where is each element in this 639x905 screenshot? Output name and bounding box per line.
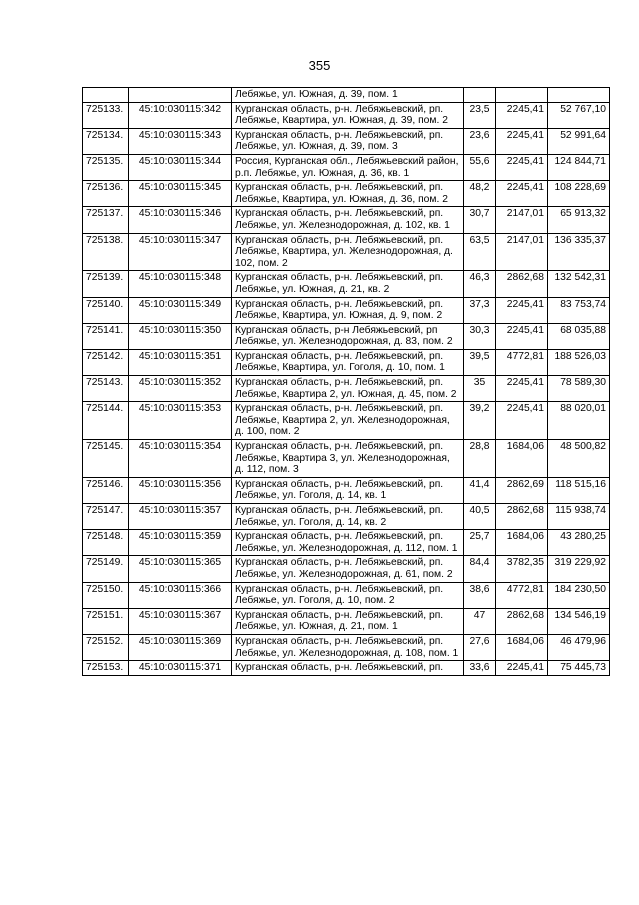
row-number-cell: 725141. <box>83 323 129 349</box>
row-number-cell <box>83 88 129 103</box>
area-cell: 48,2 <box>464 181 496 207</box>
table-row <box>83 556 610 582</box>
row-number-cell: 725139. <box>83 271 129 297</box>
row-number-cell: 725142. <box>83 349 129 375</box>
area-cell: 46,3 <box>464 271 496 297</box>
property-registry-table <box>82 87 610 676</box>
cadastral-number-cell: 45:10:030115:366 <box>129 582 232 608</box>
rate-cell: 2862,68 <box>496 608 548 634</box>
page-number: 355 <box>308 58 331 73</box>
rate-cell: 2245,41 <box>496 376 548 402</box>
rate-cell: 3782,35 <box>496 556 548 582</box>
area-cell: 27,6 <box>464 634 496 660</box>
cadastral-number-cell: 45:10:030115:371 <box>129 661 232 676</box>
area-cell: 33,6 <box>464 661 496 676</box>
area-cell: 30,7 <box>464 207 496 233</box>
cadastral-value-cell: 46 479,96 <box>548 634 610 660</box>
table-row <box>83 102 610 128</box>
area-cell: 63,5 <box>464 233 496 271</box>
area-cell: 35 <box>464 376 496 402</box>
address-cell: Курганская область, р-н. Лебяжьевский, рп. Лебяжье, Квартира 2, ул. Южная, д. 45, пом. 2 <box>232 376 464 402</box>
address-cell: Курганская область, р-н. Лебяжьевский, рп. Лебяжье, ул. Южная, д. 39, пом. 3 <box>232 128 464 154</box>
row-number-cell: 725133. <box>83 102 129 128</box>
cadastral-value-cell: 108 228,69 <box>548 181 610 207</box>
address-cell: Курганская область, р-н. Лебяжьевский, рп. Лебяжье, ул. Железнодорожная, д. 102, кв. 1 <box>232 207 464 233</box>
cadastral-value-cell: 78 589,30 <box>548 376 610 402</box>
rate-cell: 2862,69 <box>496 477 548 503</box>
cadastral-value-cell: 68 035,88 <box>548 323 610 349</box>
table-row <box>83 608 610 634</box>
area-cell: 28,8 <box>464 440 496 478</box>
cadastral-value-cell: 43 280,25 <box>548 530 610 556</box>
cadastral-number-cell: 45:10:030115:354 <box>129 440 232 478</box>
cadastral-number-cell <box>129 88 232 103</box>
cadastral-number-cell: 45:10:030115:367 <box>129 608 232 634</box>
rate-cell: 4772,81 <box>496 349 548 375</box>
cadastral-value-cell: 48 500,82 <box>548 440 610 478</box>
row-number-cell: 725146. <box>83 477 129 503</box>
address-cell: Курганская область, р-н. Лебяжьевский, рп. Лебяжье, ул. Железнодорожная, д. 61, пом. 2 <box>232 556 464 582</box>
cadastral-value-cell: 184 230,50 <box>548 582 610 608</box>
row-number-cell: 725138. <box>83 233 129 271</box>
row-number-cell: 725148. <box>83 530 129 556</box>
area-cell: 25,7 <box>464 530 496 556</box>
cadastral-number-cell: 45:10:030115:345 <box>129 181 232 207</box>
row-number-cell: 725134. <box>83 128 129 154</box>
cadastral-value-cell <box>548 88 610 103</box>
cadastral-number-cell: 45:10:030115:348 <box>129 271 232 297</box>
area-cell: 47 <box>464 608 496 634</box>
rate-cell: 2245,41 <box>496 297 548 323</box>
address-cell: Курганская область, р-н. Лебяжьевский, рп. Лебяжье, Квартира, ул. Южная, д. 36, пом. 2 <box>232 181 464 207</box>
table-row <box>83 504 610 530</box>
cadastral-number-cell: 45:10:030115:369 <box>129 634 232 660</box>
table-row <box>83 530 610 556</box>
table-row <box>83 661 610 676</box>
cadastral-number-cell: 45:10:030115:359 <box>129 530 232 556</box>
row-number-cell: 725152. <box>83 634 129 660</box>
row-number-cell: 725145. <box>83 440 129 478</box>
address-cell: Курганская область, р-н. Лебяжьевский, рп. Лебяжье, Квартира 2, ул. Железнодорожная, д. 100, пом. 2 <box>232 402 464 440</box>
area-cell: 40,5 <box>464 504 496 530</box>
address-cell: Курганская область, р-н. Лебяжьевский, рп. Лебяжье, ул. Южная, д. 21, пом. 1 <box>232 608 464 634</box>
rate-cell: 2245,41 <box>496 661 548 676</box>
table-row <box>83 154 610 180</box>
cadastral-value-cell: 115 938,74 <box>548 504 610 530</box>
row-number-cell: 725147. <box>83 504 129 530</box>
cadastral-value-cell: 52 991,64 <box>548 128 610 154</box>
cadastral-value-cell: 83 753,74 <box>548 297 610 323</box>
area-cell: 55,6 <box>464 154 496 180</box>
address-cell: Курганская область, р-н. Лебяжьевский, рп. Лебяжье, ул. Железнодорожная, д. 112, пом. 1 <box>232 530 464 556</box>
area-cell: 37,3 <box>464 297 496 323</box>
table-row <box>83 582 610 608</box>
row-number-cell: 725150. <box>83 582 129 608</box>
area-cell: 38,6 <box>464 582 496 608</box>
cadastral-number-cell: 45:10:030115:350 <box>129 323 232 349</box>
rate-cell: 2245,41 <box>496 102 548 128</box>
area-cell: 39,2 <box>464 402 496 440</box>
area-cell: 30,3 <box>464 323 496 349</box>
row-number-cell: 725135. <box>83 154 129 180</box>
row-number-cell: 725153. <box>83 661 129 676</box>
address-cell: Курганская область, р-н. Лебяжьевский, рп. Лебяжье, Квартира 3, ул. Железнодорожная, д. 112, пом. 3 <box>232 440 464 478</box>
cadastral-value-cell: 124 844,71 <box>548 154 610 180</box>
address-cell: Курганская область, р-н. Лебяжьевский, рп. Лебяжье, ул. Южная, д. 21, кв. 2 <box>232 271 464 297</box>
rate-cell: 1684,06 <box>496 530 548 556</box>
cadastral-value-cell: 132 542,31 <box>548 271 610 297</box>
address-cell: Курганская область, р-н. Лебяжьевский, рп. <box>232 661 464 676</box>
address-cell: Курганская область, р-н Лебяжьевский, рп Лебяжье, ул. Железнодорожная, д. 83, пом. 2 <box>232 323 464 349</box>
cadastral-value-cell: 75 445,73 <box>548 661 610 676</box>
table-row <box>83 233 610 271</box>
cadastral-value-cell: 52 767,10 <box>548 102 610 128</box>
rate-cell: 2245,41 <box>496 154 548 180</box>
address-cell: Курганская область, р-н. Лебяжьевский, рп. Лебяжье, ул. Железнодорожная, д. 108, пом. 1 <box>232 634 464 660</box>
table-row <box>83 440 610 478</box>
area-cell: 39,5 <box>464 349 496 375</box>
row-number-cell: 725136. <box>83 181 129 207</box>
address-cell: Курганская область, р-н. Лебяжьевский, рп. Лебяжье, ул. Гоголя, д. 10, пом. 2 <box>232 582 464 608</box>
rate-cell: 2245,41 <box>496 402 548 440</box>
cadastral-number-cell: 45:10:030115:351 <box>129 349 232 375</box>
address-cell: Курганская область, р-н. Лебяжьевский, рп. Лебяжье, Квартира, ул. Железнодорожная, д. 102, пом. 2 <box>232 233 464 271</box>
cadastral-value-cell: 188 526,03 <box>548 349 610 375</box>
rate-cell: 2147,01 <box>496 207 548 233</box>
cadastral-number-cell: 45:10:030115:353 <box>129 402 232 440</box>
address-cell: Курганская область, р-н. Лебяжьевский, рп. Лебяжье, ул. Гоголя, д. 14, кв. 2 <box>232 504 464 530</box>
cadastral-number-cell: 45:10:030115:342 <box>129 102 232 128</box>
table-row <box>83 349 610 375</box>
table-row <box>83 477 610 503</box>
area-cell: 84,4 <box>464 556 496 582</box>
table-row <box>83 297 610 323</box>
rate-cell: 1684,06 <box>496 634 548 660</box>
row-number-cell: 725143. <box>83 376 129 402</box>
cadastral-number-cell: 45:10:030115:347 <box>129 233 232 271</box>
cadastral-value-cell: 136 335,37 <box>548 233 610 271</box>
address-cell: Лебяжье, ул. Южная, д. 39, пом. 1 <box>232 88 464 103</box>
cadastral-value-cell: 134 546,19 <box>548 608 610 634</box>
rate-cell: 2245,41 <box>496 128 548 154</box>
address-cell: Курганская область, р-н. Лебяжьевский, рп. Лебяжье, Квартира, ул. Южная, д. 39, пом. 2 <box>232 102 464 128</box>
table-body <box>83 88 610 676</box>
area-cell: 41,4 <box>464 477 496 503</box>
row-number-cell: 725151. <box>83 608 129 634</box>
rate-cell: 2147,01 <box>496 233 548 271</box>
row-number-cell: 725144. <box>83 402 129 440</box>
area-cell <box>464 88 496 103</box>
row-number-cell: 725140. <box>83 297 129 323</box>
table-row <box>83 402 610 440</box>
address-cell: Курганская область, р-н. Лебяжьевский, рп. Лебяжье, Квартира, ул. Южная, д. 9, пом. 2 <box>232 297 464 323</box>
cadastral-number-cell: 45:10:030115:352 <box>129 376 232 402</box>
cadastral-value-cell: 118 515,16 <box>548 477 610 503</box>
cadastral-number-cell: 45:10:030115:357 <box>129 504 232 530</box>
address-cell: Курганская область, р-н. Лебяжьевский, рп. Лебяжье, ул. Гоголя, д. 14, кв. 1 <box>232 477 464 503</box>
rate-cell: 4772,81 <box>496 582 548 608</box>
rate-cell: 2245,41 <box>496 323 548 349</box>
cadastral-number-cell: 45:10:030115:344 <box>129 154 232 180</box>
table-row <box>83 323 610 349</box>
row-number-cell: 725137. <box>83 207 129 233</box>
table-row <box>83 376 610 402</box>
cadastral-number-cell: 45:10:030115:349 <box>129 297 232 323</box>
rate-cell: 1684,06 <box>496 440 548 478</box>
cadastral-number-cell: 45:10:030115:343 <box>129 128 232 154</box>
table-row-continuation <box>83 88 610 103</box>
address-cell: Курганская область, р-н. Лебяжьевский, рп. Лебяжье, Квартира, ул. Гоголя, д. 10, пом. 1 <box>232 349 464 375</box>
cadastral-number-cell: 45:10:030115:356 <box>129 477 232 503</box>
cadastral-value-cell: 319 229,92 <box>548 556 610 582</box>
cadastral-value-cell: 88 020,01 <box>548 402 610 440</box>
cadastral-number-cell: 45:10:030115:365 <box>129 556 232 582</box>
rate-cell: 2245,41 <box>496 181 548 207</box>
rate-cell <box>496 88 548 103</box>
table-row <box>83 181 610 207</box>
cadastral-number-cell: 45:10:030115:346 <box>129 207 232 233</box>
area-cell: 23,5 <box>464 102 496 128</box>
area-cell: 23,6 <box>464 128 496 154</box>
rate-cell: 2862,68 <box>496 504 548 530</box>
table-row <box>83 207 610 233</box>
address-cell: Россия, Курганская обл., Лебяжьевский район, р.п. Лебяжье, ул. Южная, д. 36, кв. 1 <box>232 154 464 180</box>
rate-cell: 2862,68 <box>496 271 548 297</box>
table-row <box>83 634 610 660</box>
row-number-cell: 725149. <box>83 556 129 582</box>
table-row <box>83 128 610 154</box>
cadastral-value-cell: 65 913,32 <box>548 207 610 233</box>
table-row <box>83 271 610 297</box>
